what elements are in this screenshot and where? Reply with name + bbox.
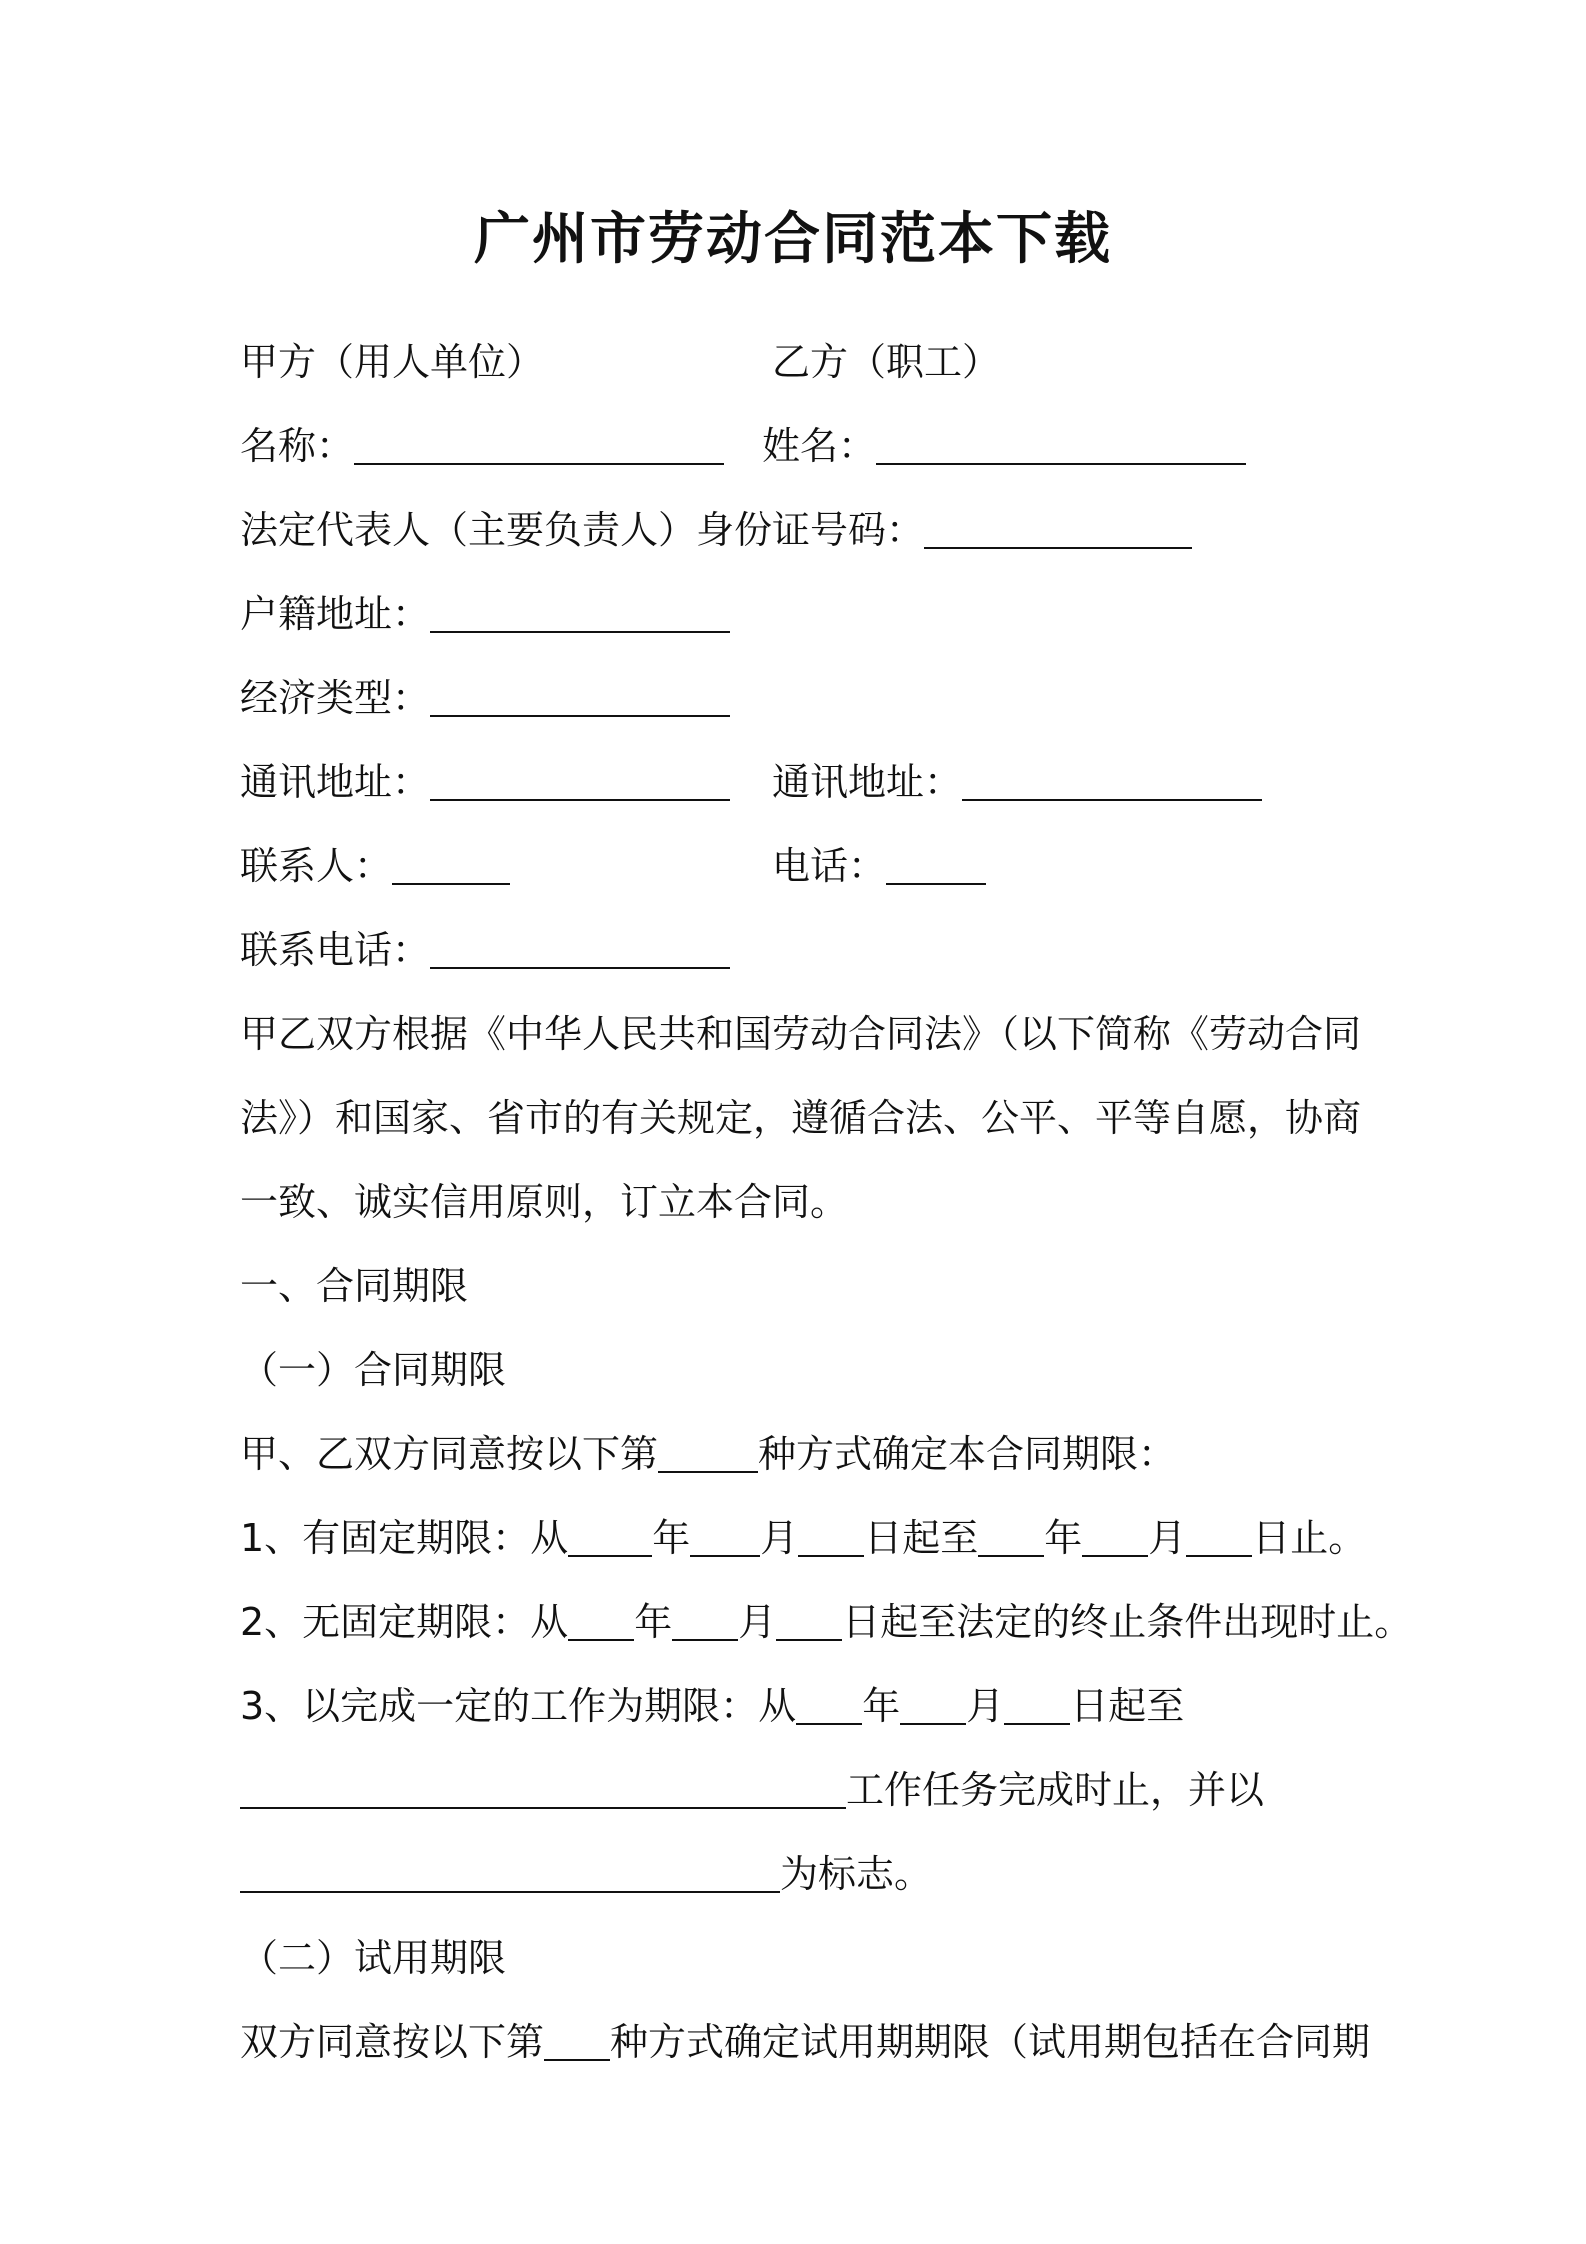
- option-1-end-year-blank[interactable]: [978, 1519, 1044, 1557]
- econ-type-blank[interactable]: [430, 679, 730, 717]
- option-2-line: [240, 1598, 1412, 1646]
- option-3-line-3: [240, 1850, 932, 1898]
- probation-method-blank[interactable]: [544, 2023, 610, 2061]
- option-1-year-label: 年: [652, 1516, 691, 1560]
- employee-name-field: [762, 422, 1246, 470]
- phone-blank[interactable]: [886, 847, 986, 885]
- option-1-end-month-label: 月: [1148, 1516, 1187, 1560]
- option-3-day-blank[interactable]: [1004, 1687, 1070, 1725]
- option-3-marker-text: 为标志。: [780, 1852, 933, 1896]
- option-2-month-label: 月: [738, 1600, 777, 1644]
- option-1-text: 1、有固定期限：从: [240, 1516, 569, 1560]
- option-2-month-blank[interactable]: [672, 1603, 738, 1641]
- option-1-day-to-label: 日起至: [864, 1516, 979, 1560]
- econ-type-field: [240, 674, 730, 722]
- option-1-line: [240, 1514, 1366, 1562]
- option-1-end-month-blank[interactable]: [1082, 1519, 1148, 1557]
- option-3-task-text: 工作任务完成时止，并以: [846, 1768, 1265, 1812]
- econ-type-label: 经济类型：: [240, 676, 431, 720]
- option-3-marker-blank[interactable]: [240, 1855, 780, 1893]
- contact-blank[interactable]: [392, 847, 510, 885]
- option-2-year-label: 年: [634, 1600, 673, 1644]
- contact-phone-blank[interactable]: [430, 931, 730, 969]
- option-1-month-label: 月: [760, 1516, 799, 1560]
- option-3-year-blank[interactable]: [796, 1687, 862, 1725]
- option-3-month-label: 月: [966, 1684, 1005, 1728]
- intro-line-1: 甲乙双方根据《中华人民共和国劳动合同法》（以下简称《劳动合同: [240, 1012, 1362, 1056]
- company-name-field: [240, 422, 724, 470]
- option-3-line: [240, 1682, 1184, 1730]
- comm-addr-b-label: 通讯地址：: [772, 760, 963, 804]
- household-field: [240, 590, 730, 638]
- household-blank[interactable]: [430, 595, 730, 633]
- phone-field: [772, 842, 986, 890]
- id-number-blank[interactable]: [924, 511, 1192, 549]
- option-3-to-label: 日起至: [1070, 1684, 1185, 1728]
- household-label: 户籍地址：: [240, 592, 431, 636]
- option-3-task-blank[interactable]: [240, 1771, 846, 1809]
- option-3-text: 3、以完成一定的工作为期限：从: [240, 1684, 797, 1728]
- intro-line-3: 一致、诚实信用原则，订立本合同。: [240, 1180, 849, 1224]
- document-title: 广州市劳动合同范本下载: [474, 207, 1112, 272]
- contact-phone-label: 联系电话：: [240, 928, 431, 972]
- employee-name-label: 姓名：: [762, 424, 877, 468]
- option-2-day-blank[interactable]: [776, 1603, 842, 1641]
- option-2-text: 2、无固定期限：从: [240, 1600, 569, 1644]
- option-1-start-day-blank[interactable]: [798, 1519, 864, 1557]
- option-2-year-blank[interactable]: [568, 1603, 634, 1641]
- option-1-end-day-blank[interactable]: [1186, 1519, 1252, 1557]
- term-method-line: [240, 1430, 1176, 1478]
- intro-line-2: 法》）和国家、省市的有关规定，遵循合法、公平、平等自愿，协商: [240, 1096, 1362, 1140]
- option-1-start-month-blank[interactable]: [690, 1519, 760, 1557]
- contact-label: 联系人：: [240, 844, 393, 888]
- term-method-blank[interactable]: [658, 1435, 758, 1473]
- subsection-heading-2: （二）试用期限: [240, 1936, 507, 1980]
- comm-addr-a-blank[interactable]: [430, 763, 730, 801]
- comm-addr-b-blank[interactable]: [962, 763, 1262, 801]
- option-3-month-blank[interactable]: [900, 1687, 966, 1725]
- contact-field: [240, 842, 510, 890]
- section-heading-1: 一、合同期限: [240, 1264, 469, 1308]
- option-1-start-year-blank[interactable]: [568, 1519, 652, 1557]
- phone-label: 电话：: [772, 844, 887, 888]
- option-3-line-2: [240, 1766, 1264, 1814]
- option-3-year-label: 年: [862, 1684, 901, 1728]
- legal-rep-label: 法定代表人（主要负责人）身份证号码：: [240, 508, 925, 552]
- contact-phone-field: [240, 926, 730, 974]
- term-method-text-b: 种方式确定本合同期限：: [758, 1432, 1177, 1476]
- party-a-header: 甲方（用人单位）: [240, 340, 545, 384]
- subsection-heading-1: （一）合同期限: [240, 1348, 507, 1392]
- option-2-end-text: 日起至法定的终止条件出现时止。: [842, 1600, 1413, 1644]
- option-1-end-label: 日止。: [1252, 1516, 1367, 1560]
- comm-addr-a-field: [240, 758, 730, 806]
- option-1-end-year-label: 年: [1044, 1516, 1083, 1560]
- legal-rep-field: [240, 506, 1192, 554]
- probation-method-line: [240, 2018, 1370, 2066]
- company-name-label: 名称：: [240, 424, 355, 468]
- comm-addr-b-field: [772, 758, 1262, 806]
- probation-text-a: 双方同意按以下第: [240, 2020, 545, 2064]
- company-name-blank[interactable]: [354, 427, 724, 465]
- probation-text-b: 种方式确定试用期期限（试用期包括在合同期: [610, 2020, 1371, 2064]
- term-method-text-a: 甲、乙双方同意按以下第: [240, 1432, 659, 1476]
- employee-name-blank[interactable]: [876, 427, 1246, 465]
- party-b-header: 乙方（职工）: [772, 340, 1001, 384]
- comm-addr-a-label: 通讯地址：: [240, 760, 431, 804]
